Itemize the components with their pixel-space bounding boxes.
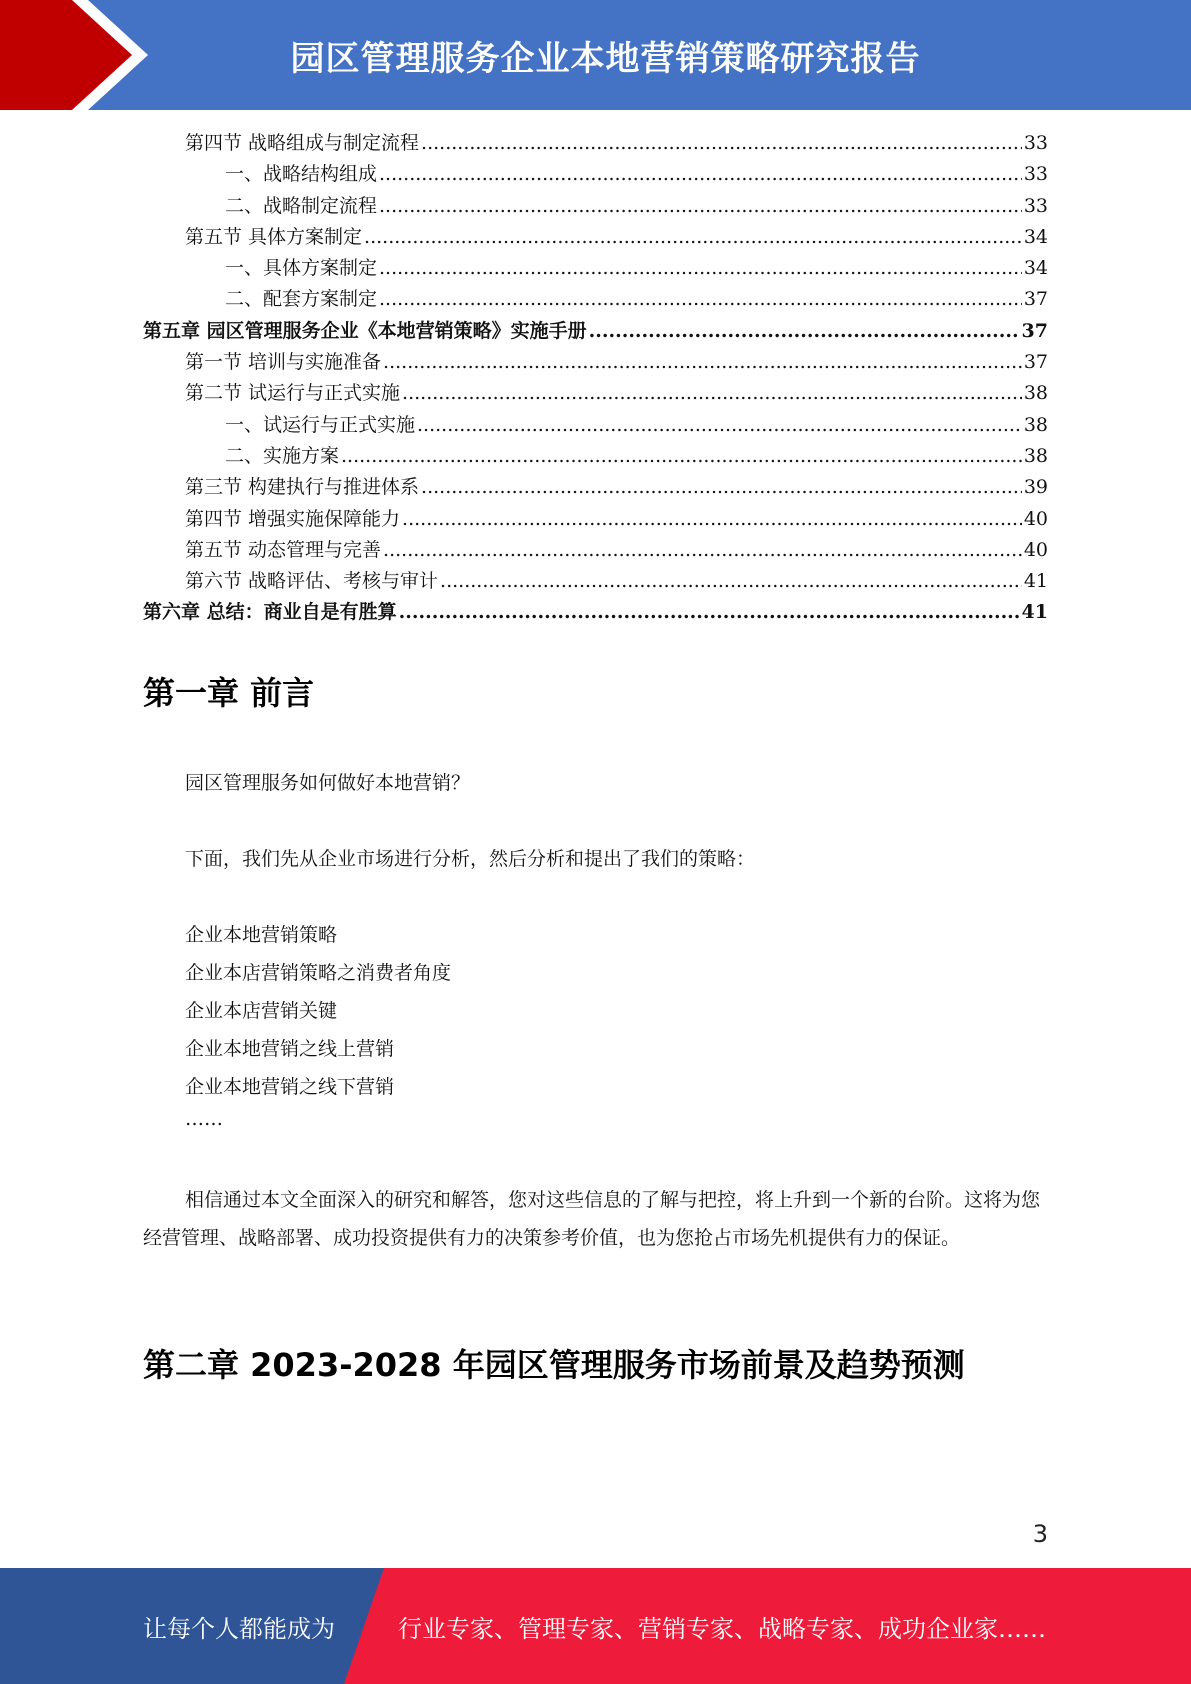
toc-entry-page: 37: [1021, 319, 1048, 342]
toc-entry[interactable]: [143, 472, 1048, 503]
toc-leader-dots: [440, 566, 1022, 597]
toc-entry-page: 37: [1023, 288, 1048, 311]
toc-entry[interactable]: [143, 316, 1048, 347]
toc-leader-dots: [402, 504, 1022, 535]
toc-entry[interactable]: [143, 128, 1048, 159]
header-title: 园区管理服务企业本地营销策略研究报告: [290, 38, 921, 79]
toc-leader-dots: [402, 378, 1022, 409]
toc-leader-dots: [341, 441, 1022, 472]
chapter-1-list: [143, 916, 1048, 1132]
toc-leader-dots: [421, 128, 1022, 159]
toc-leader-dots: [379, 253, 1022, 284]
toc-entry[interactable]: [143, 253, 1048, 284]
toc-entry[interactable]: [143, 504, 1048, 535]
list-item: 企业本店营销关键: [185, 1000, 338, 1022]
toc-leader-dots: [364, 222, 1022, 253]
toc-entry[interactable]: [143, 441, 1048, 472]
toc-leader-dots: [379, 159, 1022, 190]
toc-leader-dots: [399, 597, 1020, 628]
list-item: 企业本地营销策略: [185, 924, 338, 946]
toc-entry-label: 第六章 总结：商业自是有胜算: [143, 601, 397, 624]
toc-entry[interactable]: [143, 222, 1048, 253]
chapter-2-heading: 第二章 2023-2028 年园区管理服务市场前景及趋势预测: [143, 1346, 965, 1384]
toc-entry[interactable]: [143, 159, 1048, 190]
toc-entry-page: 34: [1023, 257, 1048, 280]
toc-entry-page: 33: [1023, 163, 1048, 186]
toc-entry-page: 41: [1021, 601, 1048, 624]
toc-entry-label: 一、试运行与正式实施: [225, 413, 416, 436]
toc-entry-label: 第六节 战略评估、考核与审计: [185, 570, 439, 593]
toc-entry-page: 33: [1023, 132, 1048, 154]
toc-entry-label: 第一节 培训与实施准备: [185, 351, 382, 374]
toc-leader-dots: [383, 347, 1022, 378]
toc-leader-dots: [383, 535, 1022, 566]
toc-entry[interactable]: [143, 597, 1048, 628]
toc-entry-page: 40: [1023, 507, 1048, 530]
toc-entry-page: 39: [1023, 476, 1048, 499]
toc-entry-label: 第五章 园区管理服务企业《本地营销策略》实施手册: [143, 319, 587, 342]
toc-entry-label: 第四节 增强实施保障能力: [185, 507, 401, 530]
list-item: ……: [185, 1108, 223, 1130]
list-item: 企业本地营销之线上营销: [185, 1038, 395, 1060]
toc-entry[interactable]: [143, 535, 1048, 566]
toc-entry[interactable]: [143, 191, 1048, 222]
list-item: 企业本地营销之线下营销: [185, 1076, 395, 1098]
toc-entry-page: 33: [1023, 194, 1048, 217]
toc-entry-page: 37: [1023, 351, 1048, 374]
toc-entry-label: 二、实施方案: [225, 444, 340, 467]
toc-entry[interactable]: [143, 378, 1048, 409]
toc-entry-page: 41: [1023, 570, 1048, 593]
footer-right-text: 行业专家、管理专家、营销专家、战略专家、成功企业家……: [398, 1614, 1046, 1643]
page-footer: [0, 1568, 1191, 1684]
toc-entry-page: 34: [1023, 225, 1048, 248]
toc-leader-dots: [421, 472, 1022, 503]
toc-entry-page: 38: [1023, 444, 1048, 467]
chapter-1-intro: 下面，我们先从企业市场进行分析，然后分析和提出了我们的策略：: [185, 848, 756, 870]
toc-leader-dots: [379, 191, 1022, 222]
toc-entry-page: 38: [1023, 413, 1048, 436]
toc-entry-label: 二、配套方案制定: [225, 288, 378, 311]
toc-entry[interactable]: [143, 347, 1048, 378]
toc-entry-label: 第三节 构建执行与推进体系: [185, 476, 420, 499]
toc-entry-label: 第二节 试运行与正式实施: [185, 382, 401, 405]
toc-leader-dots: [379, 284, 1022, 315]
toc-entry-label: 第四节 战略组成与制定流程: [185, 132, 420, 154]
toc-entry-label: 一、战略结构组成: [225, 163, 378, 186]
chapter-1-closing: 相信通过本文全面深入的研究和解答，您对这些信息的了解与把控，将上升到一个新的台阶。这将为您经营管理、战略部署、成功投资提供有力的决策参考价值，也为您抢占市场先机提供有力的保证。: [143, 1189, 1041, 1249]
page-header: [0, 0, 1191, 110]
toc-entry-label: 一、具体方案制定: [225, 257, 378, 280]
list-item: 企业本店营销策略之消费者角度: [185, 962, 452, 984]
toc-entry[interactable]: [143, 566, 1048, 597]
page-number: 3: [1032, 1520, 1048, 1548]
toc-leader-dots: [589, 316, 1020, 347]
toc-leader-dots: [417, 410, 1022, 441]
toc-entry-label: 二、战略制定流程: [225, 194, 378, 217]
footer-left-text: 让每个人都能成为: [143, 1614, 335, 1643]
toc-entry-page: 40: [1023, 538, 1048, 561]
table-of-contents: [143, 128, 1048, 629]
toc-entry[interactable]: [143, 284, 1048, 315]
toc-entry-label: 第五节 具体方案制定: [185, 225, 363, 248]
toc-entry-page: 38: [1023, 382, 1048, 405]
toc-entry-label: 第五节 动态管理与完善: [185, 538, 382, 561]
chapter-1-heading: 第一章 前言: [143, 674, 315, 712]
chapter-1-question: 园区管理服务如何做好本地营销？: [185, 772, 471, 794]
toc-entry[interactable]: [143, 410, 1048, 441]
